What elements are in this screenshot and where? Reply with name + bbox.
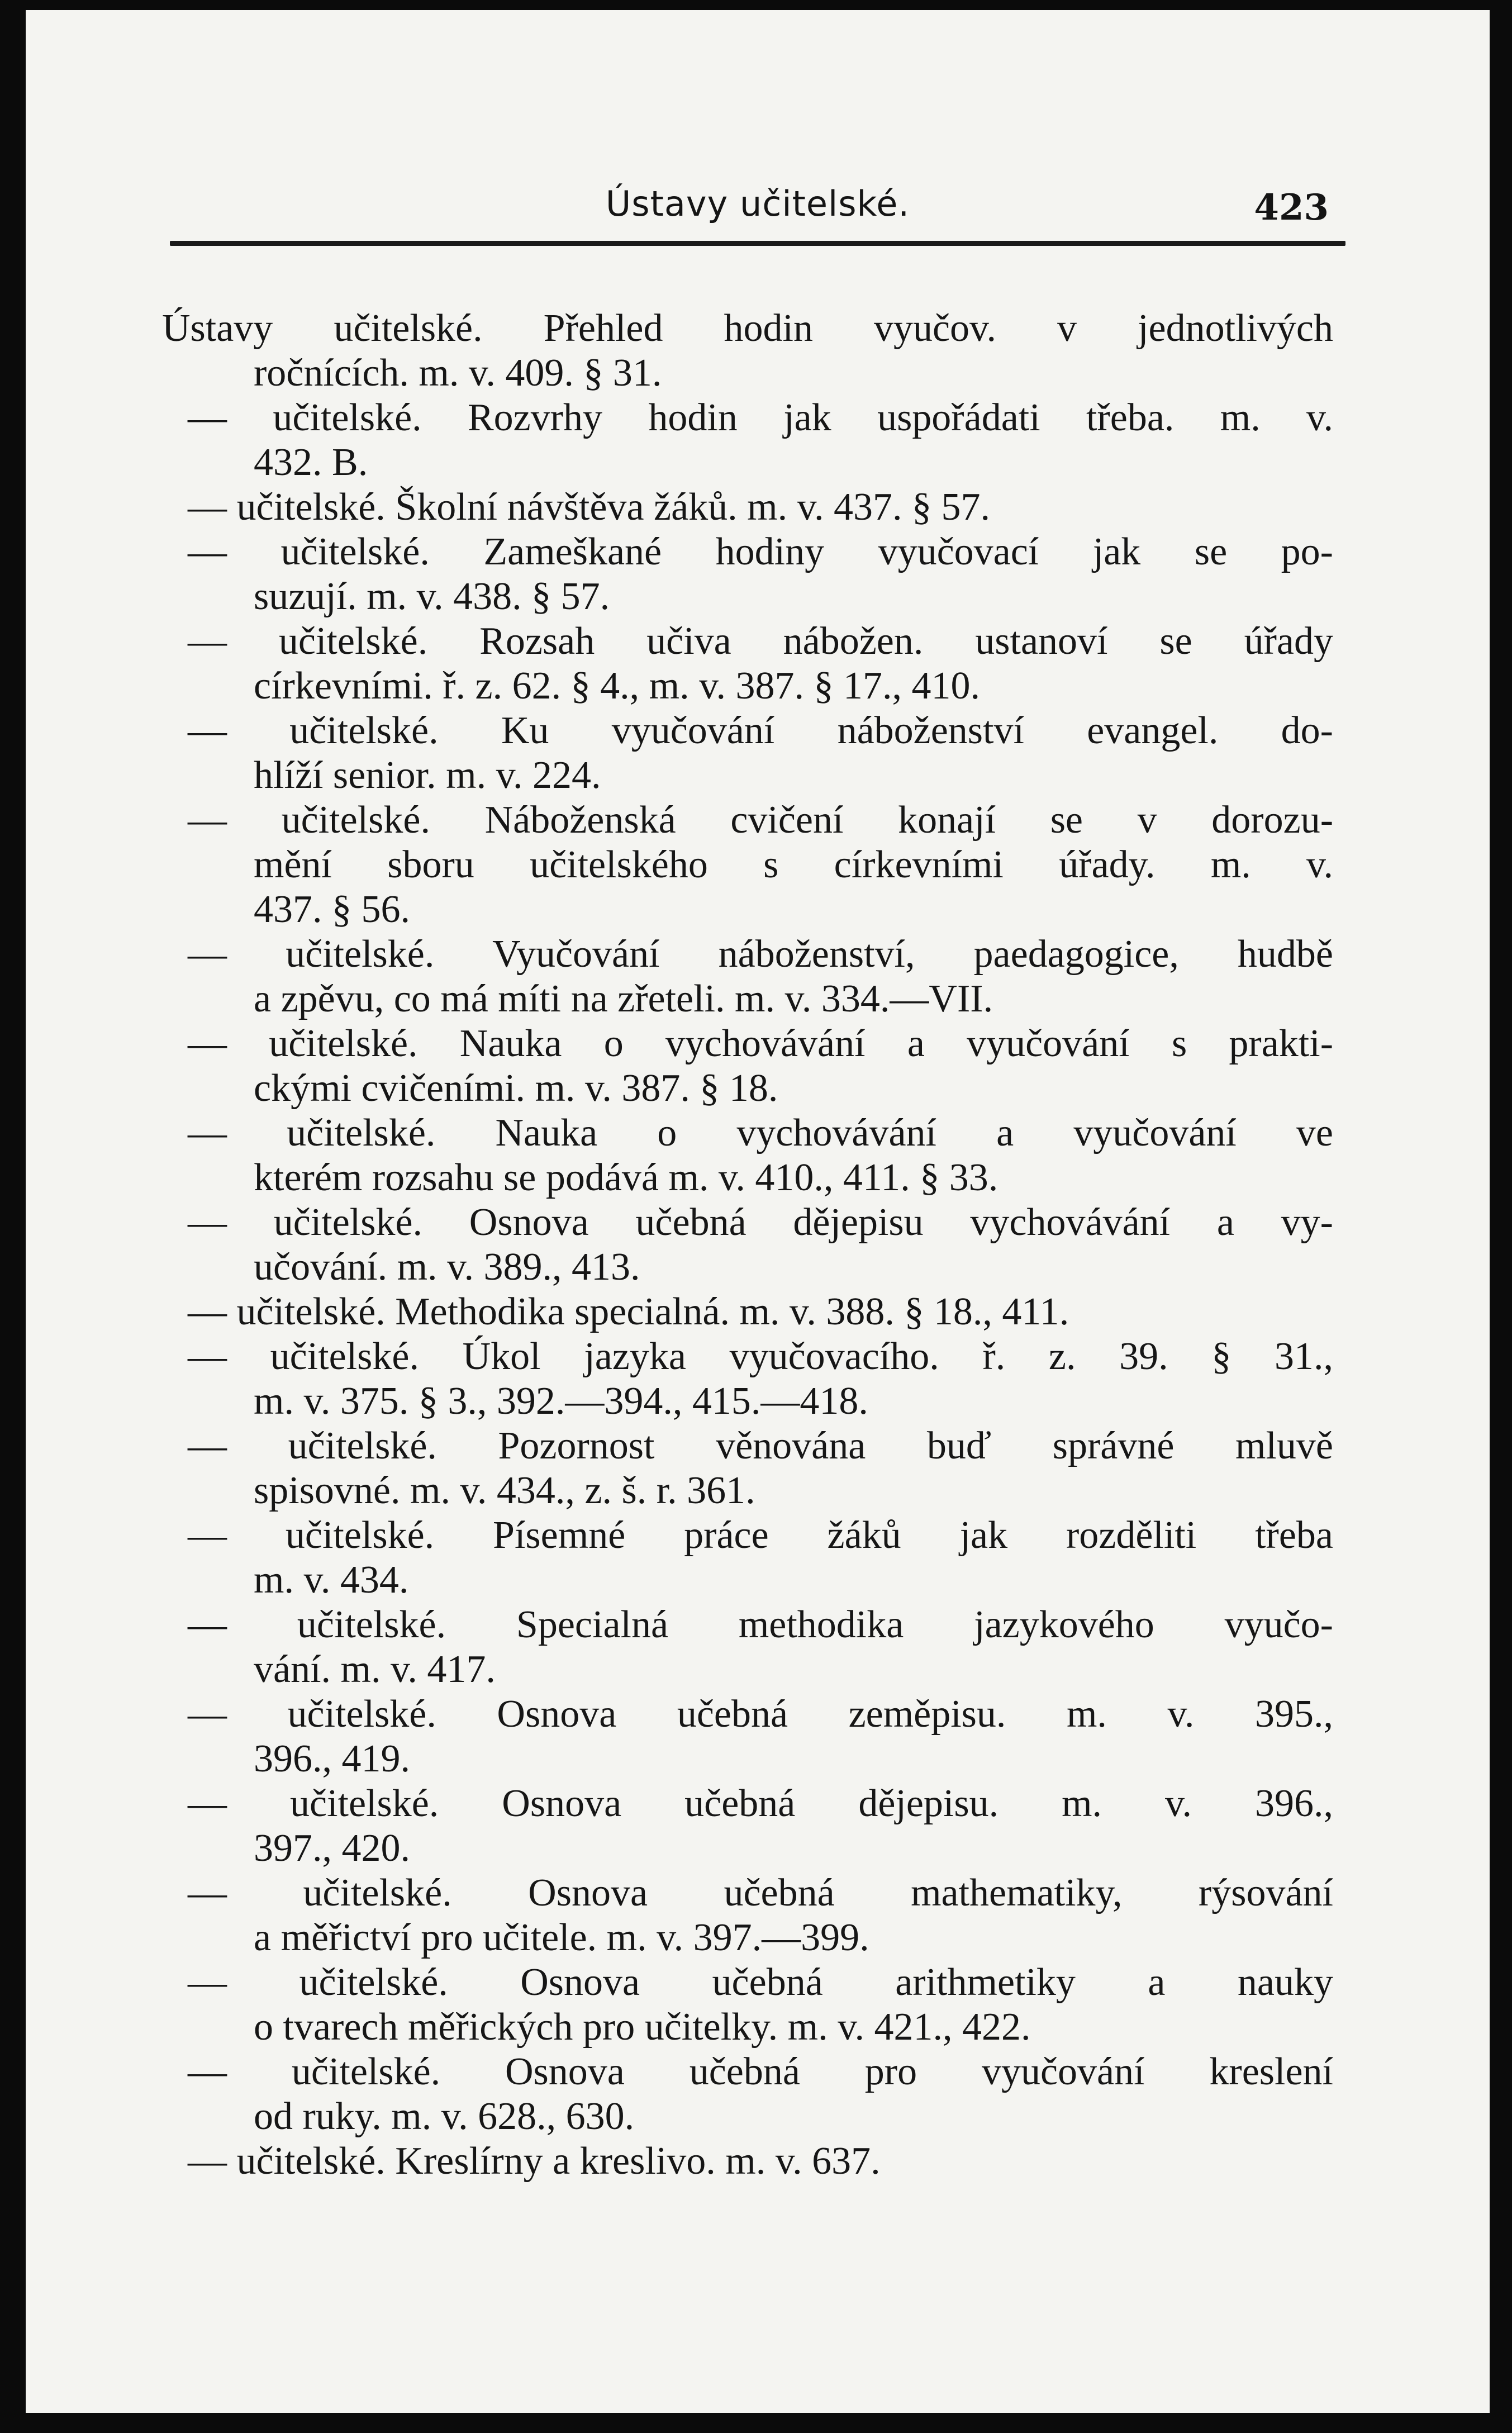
entry-line-continuation: 397., 420. bbox=[254, 1827, 410, 1870]
entry-line-continuation: vání. m. v. 417. bbox=[254, 1648, 496, 1691]
index-entry bbox=[26, 798, 1490, 932]
index-entry bbox=[26, 1334, 1490, 1424]
entry-line-first: — učitelské. Vyučování náboženství, paedagogice, hudbě bbox=[188, 933, 1333, 976]
index-entry bbox=[26, 932, 1490, 1021]
book-page bbox=[26, 10, 1490, 2413]
entry-line-continuation: církevními. ř. z. 62. § 4., m. v. 387. § 17., 410. bbox=[254, 664, 981, 707]
entry-line-continuation: m. v. 375. § 3., 392.—394., 415.—418. bbox=[254, 1380, 868, 1423]
entry-line-first: — učitelské. Zameškané hodiny vyučovací jak se po- bbox=[188, 530, 1333, 573]
entry-line-first: — učitelské. Kreslírny a kreslivo. m. v. 637. bbox=[188, 2140, 881, 2183]
entry-line-continuation: spisovné. m. v. 434., z. š. r. 361. bbox=[254, 1469, 755, 1512]
entry-line-continuation: suzují. m. v. 438. § 57. bbox=[254, 575, 610, 618]
entry-line-continuation: 396., 419. bbox=[254, 1737, 410, 1780]
entry-line-continuation: a zpěvu, co má míti na zřeteli. m. v. 334.—VII. bbox=[254, 977, 993, 1020]
entry-line-first: Ústavy učitelské. Přehled hodin vyučov. v jednotlivých bbox=[162, 307, 1333, 350]
entry-line-continuation: 437. § 56. bbox=[254, 888, 410, 931]
entry-line-continuation: mění sboru učitelského s církevními úřady. m. v. bbox=[254, 843, 1333, 886]
index-entry bbox=[26, 1603, 1490, 1692]
entry-line-first: — učitelské. Náboženská cvičení konají se v dorozu- bbox=[188, 799, 1333, 842]
entry-line-first: — učitelské. Písemné práce žáků jak rozděliti třeba bbox=[188, 1514, 1333, 1557]
entry-line-first: — učitelské. Rozvrhy hodin jak uspořádati třeba. m. v. bbox=[188, 396, 1333, 439]
index-entry bbox=[26, 1513, 1490, 1603]
index-entry bbox=[26, 709, 1490, 798]
index-entry bbox=[26, 306, 1490, 396]
entry-line-first: — učitelské. Methodika specialná. m. v. 388. § 18., 411. bbox=[188, 1290, 1069, 1333]
index-entry bbox=[26, 2139, 1490, 2184]
header-rule bbox=[170, 241, 1345, 246]
entry-line-first: — učitelské. Osnova učebná zeměpisu. m. v. 395., bbox=[188, 1693, 1333, 1736]
entry-line-first: — učitelské. Školní návštěva žáků. m. v. 437. § 57. bbox=[188, 486, 991, 529]
entry-line-continuation: a měřictví pro učitele. m. v. 397.—399. bbox=[254, 1916, 869, 1959]
index-entry bbox=[26, 485, 1490, 530]
entry-line-continuation: ročnících. m. v. 409. § 31. bbox=[254, 351, 662, 395]
entry-line-first: — učitelské. Specialná methodika jazykového vyučo- bbox=[188, 1603, 1333, 1646]
index-entries bbox=[26, 306, 1490, 2184]
index-entry bbox=[26, 1424, 1490, 1513]
index-entry bbox=[26, 1960, 1490, 2050]
page-header bbox=[26, 183, 1490, 234]
entry-line-continuation: od ruky. m. v. 628., 630. bbox=[254, 2095, 635, 2138]
index-entry bbox=[26, 530, 1490, 619]
index-entry bbox=[26, 1111, 1490, 1200]
index-entry bbox=[26, 1692, 1490, 1781]
entry-line-continuation: ckými cvičeními. m. v. 387. § 18. bbox=[254, 1067, 778, 1110]
index-entry bbox=[26, 1871, 1490, 1960]
entry-line-continuation: hlíží senior. m. v. 224. bbox=[254, 754, 601, 797]
index-entry bbox=[26, 1200, 1490, 1290]
entry-line-first: — učitelské. Úkol jazyka vyučovacího. ř. z. 39. § 31., bbox=[188, 1335, 1333, 1378]
index-entry bbox=[26, 396, 1490, 485]
entry-line-continuation: kterém rozsahu se podává m. v. 410., 411. § 33. bbox=[254, 1156, 999, 1199]
index-entry bbox=[26, 2050, 1490, 2139]
index-entry bbox=[26, 1290, 1490, 1334]
index-entry bbox=[26, 1781, 1490, 1871]
entry-line-first: — učitelské. Osnova učebná dějepisu vychovávání a vy- bbox=[188, 1201, 1333, 1244]
entry-line-first: — učitelské. Osnova učebná arithmetiky a nauky bbox=[188, 1961, 1333, 2004]
entry-line-first: — učitelské. Osnova učebná dějepisu. m. v. 396., bbox=[188, 1782, 1333, 1825]
entry-line-first: — učitelské. Rozsah učiva nábožen. ustanoví se úřady bbox=[188, 620, 1333, 663]
index-entry bbox=[26, 1021, 1490, 1111]
entry-line-continuation: m. v. 434. bbox=[254, 1558, 409, 1602]
running-title: Ústavy učitelské. bbox=[605, 183, 910, 224]
entry-line-continuation: 432. B. bbox=[254, 441, 368, 484]
entry-line-first: — učitelské. Nauka o vychovávání a vyučování s prakti- bbox=[188, 1022, 1333, 1065]
index-entry bbox=[26, 619, 1490, 709]
entry-line-first: — učitelské. Nauka o vychovávání a vyučování ve bbox=[188, 1111, 1333, 1154]
entry-line-first: — učitelské. Osnova učebná pro vyučování kreslení bbox=[188, 2050, 1333, 2093]
entry-line-continuation: učování. m. v. 389., 413. bbox=[254, 1246, 640, 1289]
entry-line-first: — učitelské. Ku vyučování náboženství evangel. do- bbox=[188, 709, 1333, 752]
page-number: 423 bbox=[1254, 187, 1329, 229]
entry-line-first: — učitelské. Pozornost věnována buď správné mluvě bbox=[188, 1424, 1333, 1467]
entry-line-first: — učitelské. Osnova učebná mathematiky, rýsování bbox=[188, 1871, 1333, 1914]
entry-line-continuation: o tvarech měřických pro učitelky. m. v. 421., 422. bbox=[254, 2006, 1031, 2049]
